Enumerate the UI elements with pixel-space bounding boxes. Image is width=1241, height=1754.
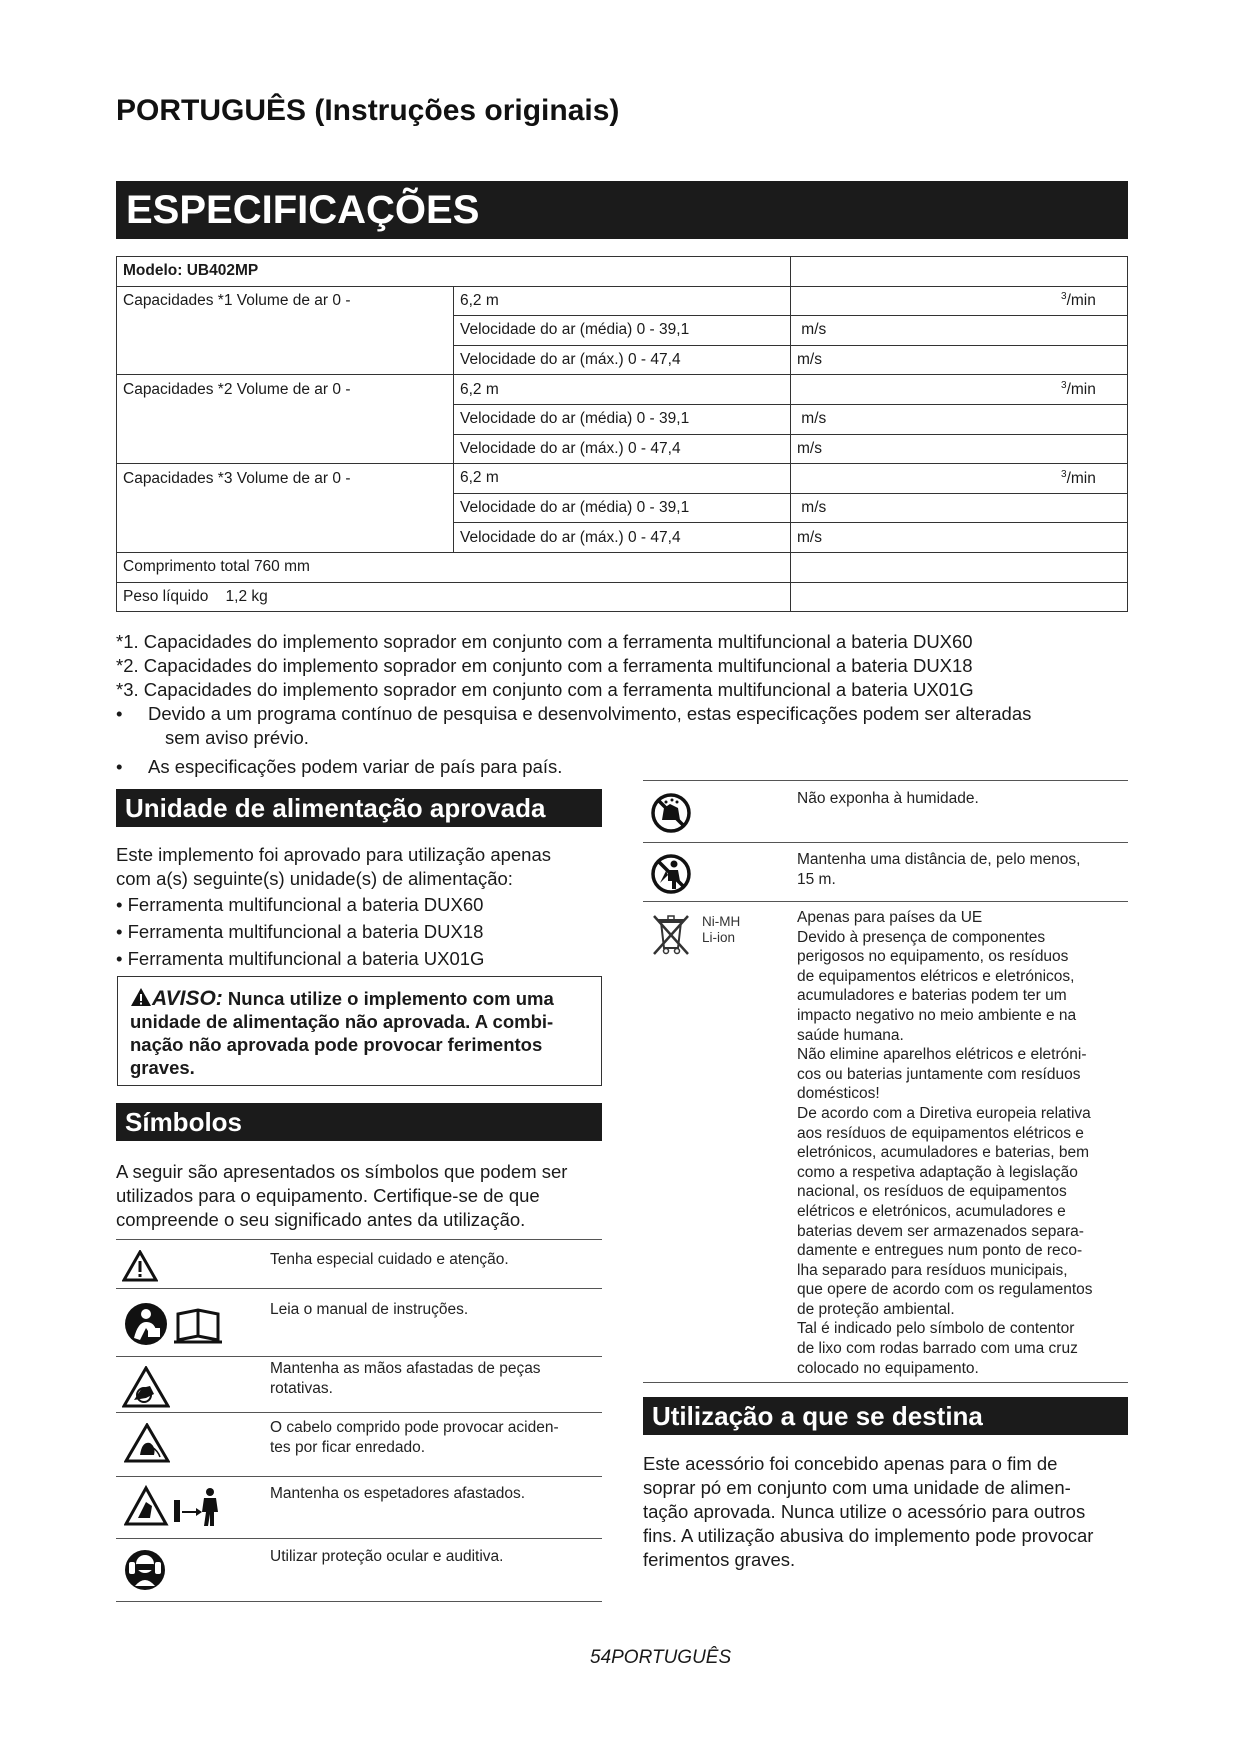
spec-unit-cell: m/s (791, 493, 1128, 523)
weee-line: de equipamentos elétricos e eletrónicos, (797, 967, 1075, 985)
hair-entanglement-icon (124, 1423, 170, 1463)
weee-line: saúde humana. (797, 1026, 904, 1044)
list-item: • Ferramenta multifuncional a bateria DUX18 (116, 921, 484, 942)
table-row (117, 493, 1128, 523)
symbols-intro (116, 1160, 606, 1232)
keep-distance-icon (650, 853, 692, 895)
specifications-heading: ESPECIFICAÇÕES (116, 181, 1128, 239)
weee-line: como a respetiva adaptação à legislação (797, 1163, 1078, 1181)
bullet-text: As especificações podem variar de país para país. (148, 756, 563, 777)
eye-ear-protection-icon (123, 1548, 167, 1592)
weee-line: de proteção ambiental. (797, 1300, 955, 1318)
symbol-description: Leia o manual de instruções. (270, 1301, 469, 1318)
warning-text: Nunca utilize o implemento com uma (222, 988, 554, 1009)
note-bullet (116, 755, 1128, 779)
language-heading: PORTUGUÊS (Instruções originais) (116, 94, 620, 127)
weee-line: colocado no equipamento. (797, 1359, 979, 1377)
spec-label-cell: Capacidades *3 Volume de ar 0 - (117, 464, 454, 494)
spec-unit-cell: m/s (791, 434, 1128, 464)
spec-label-cell (117, 316, 454, 346)
paragraph-line: compreende o seu significado antes da utilização. (116, 1209, 526, 1230)
table-row (117, 375, 1128, 405)
spec-unit-cell: m/s (791, 404, 1128, 434)
weee-line: lha separado para resíduos municipais, (797, 1261, 1068, 1279)
table-row (117, 404, 1128, 434)
page-footer: 54PORTUGUÊS (590, 1647, 732, 1668)
paragraph-line: Este implemento foi aprovado para utilização apenas (116, 844, 552, 865)
weee-line: De acordo com a Diretiva europeia relativa (797, 1104, 1091, 1122)
table-row (117, 286, 1128, 316)
table-row (117, 523, 1128, 553)
unit-superscript: 3 (1061, 291, 1067, 303)
approved-unit-list (116, 891, 484, 972)
warning-text: graves. (130, 1057, 195, 1078)
warning-label: AVISO: (152, 987, 223, 1010)
list-item: • Ferramenta multifuncional a bateria DUX60 (116, 894, 484, 915)
weee-line: eletrónicos, acumuladores e baterias, bem (797, 1144, 1090, 1162)
weee-line: acumuladores e baterias podem ter um (797, 987, 1067, 1005)
paragraph-line: soprar pó em conjunto com uma unidade de alimen- (643, 1477, 1071, 1498)
paragraph-line: com a(s) seguinte(s) unidade(s) de alimentação: (116, 868, 513, 889)
table-row (117, 434, 1128, 464)
table-cell (791, 257, 1128, 287)
note-bullet (116, 702, 1128, 750)
unit-superscript: 3 (1061, 468, 1067, 480)
read-manual-icon (124, 1300, 222, 1348)
unit-text: /min (1066, 292, 1096, 310)
weee-line: nacional, os resíduos de equipamentos (797, 1183, 1067, 1201)
spec-unit-cell (791, 286, 1128, 316)
paragraph-line: utilizados para o equipamento. Certifique-se de que (116, 1185, 540, 1206)
net-weight-cell: Peso líquido 1,2 kg (117, 582, 791, 612)
warning-box (117, 976, 602, 1086)
list-item: • Ferramenta multifuncional a bateria UX01G (116, 948, 485, 969)
spec-value-cell: Velocidade do ar (máx.) 0 - 47,4 (454, 345, 791, 375)
crossed-wheelie-bin-icon (650, 912, 692, 956)
weee-line: baterias devem ser armazenados separa- (797, 1222, 1084, 1240)
spec-label-cell (117, 434, 454, 464)
symbol-description (270, 1418, 559, 1458)
unit-superscript: 3 (1061, 380, 1067, 392)
specifications-table (116, 256, 1128, 612)
symbol-description-line: rotativas. (270, 1380, 333, 1397)
model-cell: Modelo: UB402MP (117, 257, 791, 287)
approved-unit-intro (116, 843, 606, 891)
warning-text: nação não aprovada pode provocar ferimentos (130, 1034, 543, 1055)
specification-notes (116, 630, 1128, 779)
symbol-description: Mantenha os espetadores afastados. (270, 1485, 526, 1502)
approved-unit-heading: Unidade de alimentação aprovada (116, 789, 602, 827)
symbol-description: Não exponha à humidade. (797, 790, 979, 807)
spec-value-cell: 6,2 m (454, 286, 791, 316)
weee-line: damente e entregues num ponto de reco- (797, 1242, 1083, 1260)
warning-triangle-icon (130, 987, 152, 1007)
table-row (117, 552, 1128, 582)
weee-line: de lixo com rodas barrado com uma cruz (797, 1340, 1078, 1358)
intended-use-heading: Utilização a que se destina (643, 1397, 1128, 1435)
paragraph-line: ferimentos graves. (643, 1549, 796, 1570)
table-row (117, 345, 1128, 375)
symbol-description: Utilizar proteção ocular e auditiva. (270, 1548, 504, 1565)
spec-value-cell: 6,2 m (454, 464, 791, 494)
spec-label-cell (117, 404, 454, 434)
footnote: *2. Capacidades do implemento soprador em conjunto com a ferramenta multifuncional a bateria DUX18 (116, 655, 973, 676)
unit-text: /min (1066, 470, 1096, 488)
paragraph-line: Este acessório foi concebido apenas para o fim de (643, 1453, 1058, 1474)
spec-value-cell: Velocidade do ar (média) 0 - 39,1 (454, 316, 791, 346)
warning-text: unidade de alimentação não aprovada. A combi- (130, 1011, 554, 1032)
warning-triangle-icon (122, 1250, 158, 1282)
symbols-heading: Símbolos (116, 1103, 602, 1141)
no-humidity-icon (650, 792, 692, 834)
symbol-description-line: Mantenha as mãos afastadas de peças (270, 1360, 541, 1377)
paragraph-line: fins. A utilização abusiva do implemento pode provocar (643, 1525, 1094, 1546)
symbol-description (797, 850, 1080, 890)
bullet-text: Devido a um programa contínuo de pesquisa e desenvolvimento, estas especificações podem ser alteradas (148, 703, 1032, 724)
weee-line: Tal é indicado pelo símbolo de contentor (797, 1320, 1075, 1338)
weee-line: perigosos no equipamento, os resíduos (797, 948, 1069, 966)
intended-use-paragraph (643, 1452, 1133, 1572)
paragraph-line: A seguir são apresentados os símbolos que podem ser (116, 1161, 568, 1182)
spec-value-cell: Velocidade do ar (máx.) 0 - 47,4 (454, 434, 791, 464)
footnote: *1. Capacidades do implemento soprador em conjunto com a ferramenta multifuncional a bateria DUX60 (116, 631, 973, 652)
symbol-description (270, 1359, 541, 1399)
rotating-parts-hand-icon (122, 1366, 170, 1408)
table-row (117, 582, 1128, 612)
weee-line: Devido à presença de componentes (797, 928, 1046, 946)
weee-line: domésticos! (797, 1085, 880, 1103)
weee-line: Não elimine aparelhos elétricos e eletróni- (797, 1046, 1087, 1064)
table-row (117, 316, 1128, 346)
unit-text: /min (1066, 381, 1096, 399)
spec-label-cell (117, 493, 454, 523)
table-row (117, 257, 1128, 287)
spec-unit-cell: m/s (791, 316, 1128, 346)
battery-type-label: Li-ion (702, 930, 736, 945)
spec-value-cell: Velocidade do ar (média) 0 - 39,1 (454, 493, 791, 523)
weee-line: elétricos e eletrónicos, acumuladores e (797, 1202, 1066, 1220)
symbol-description: Tenha especial cuidado e atenção. (270, 1251, 509, 1268)
symbol-description-line: O cabelo comprido pode provocar aciden- (270, 1419, 559, 1436)
weee-line: cos ou baterias juntamente com resíduos (797, 1065, 1081, 1083)
battery-type-labels (702, 914, 740, 946)
spec-label-cell: Capacidades *2 Volume de ar 0 - (117, 375, 454, 405)
spec-label-cell (117, 345, 454, 375)
table-cell (791, 552, 1128, 582)
spec-unit-cell: m/s (791, 345, 1128, 375)
spec-label-cell: Capacidades *1 Volume de ar 0 - (117, 286, 454, 316)
spec-value-cell: Velocidade do ar (máx.) 0 - 47,4 (454, 523, 791, 553)
weee-line: que opere de acordo com os regulamentos (797, 1281, 1093, 1299)
total-length-cell: Comprimento total 760 mm (117, 552, 791, 582)
spec-label-cell (117, 523, 454, 553)
spec-unit-cell (791, 375, 1128, 405)
spec-value-cell: 6,2 m (454, 375, 791, 405)
spec-unit-cell: m/s (791, 523, 1128, 553)
footnote: *3. Capacidades do implemento soprador em conjunto com a ferramenta multifuncional a bateria UX01G (116, 679, 974, 700)
symbol-description-line: 15 m. (797, 871, 836, 888)
table-row (117, 464, 1128, 494)
battery-type-label: Ni-MH (702, 914, 741, 929)
spec-value-cell: Velocidade do ar (média) 0 - 39,1 (454, 404, 791, 434)
bullet-text: sem aviso prévio. (165, 727, 309, 748)
symbol-description-line: tes por ficar enredado. (270, 1439, 426, 1456)
bullet-symbol: • (116, 756, 123, 777)
symbol-description-line: Mantenha uma distância de, pelo menos, (797, 851, 1081, 868)
weee-line: Apenas para países da UE (797, 909, 983, 926)
spec-unit-cell (791, 464, 1128, 494)
table-cell (791, 582, 1128, 612)
weee-description (797, 908, 1127, 1378)
weee-line: impacto negativo no meio ambiente e na (797, 1006, 1077, 1024)
paragraph-line: tação aprovada. Nunca utilize o acessório para outros (643, 1501, 1086, 1522)
bullet-symbol: • (116, 703, 123, 724)
bystanders-distance-icon (124, 1484, 220, 1530)
weee-line: aos resíduos de equipamentos elétricos e (797, 1124, 1084, 1142)
